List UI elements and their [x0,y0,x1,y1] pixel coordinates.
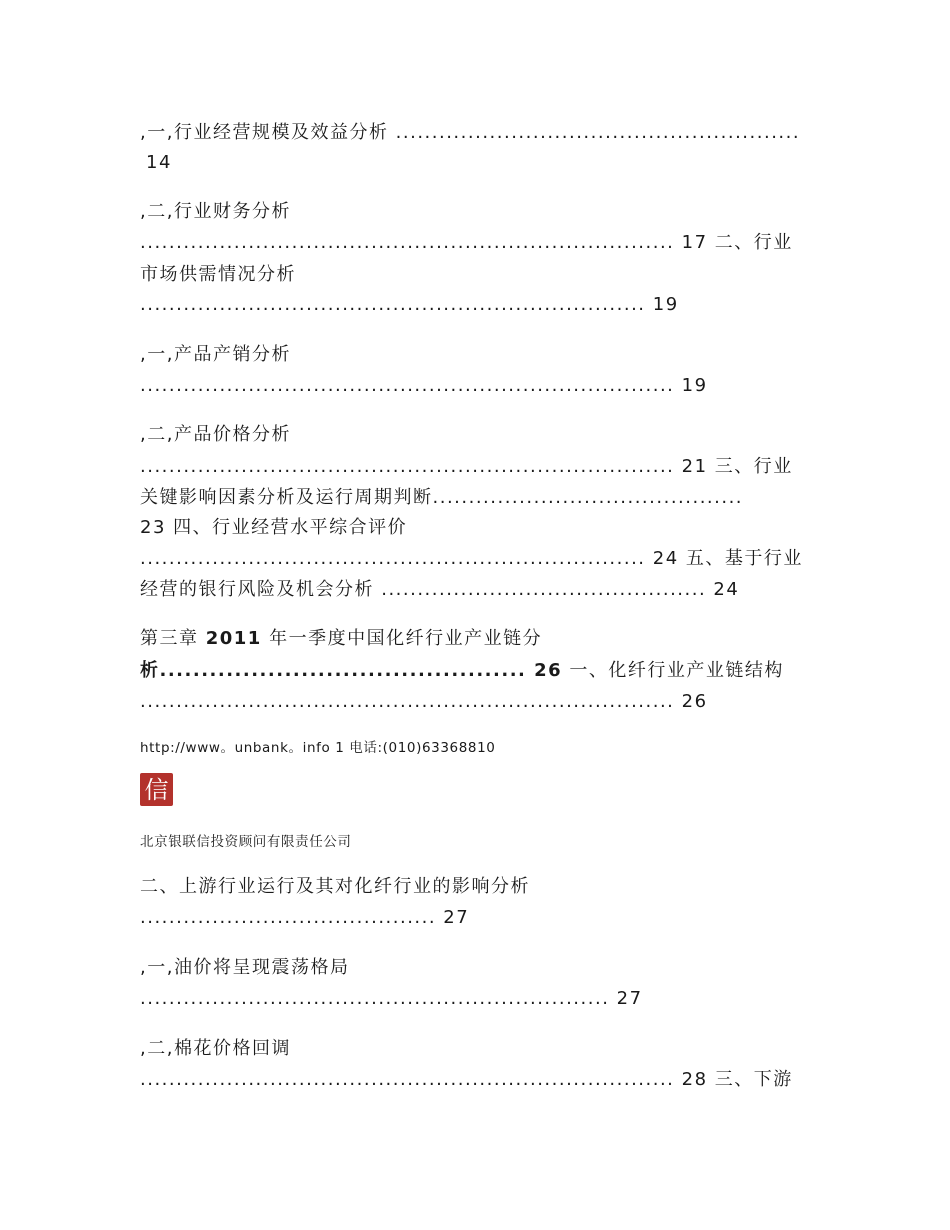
logo-glyph: 信 [144,776,169,804]
section-title: 一、化纤行业产业链结构 [562,660,784,681]
toc-line-7: ,一,产品产销分析 [140,344,291,365]
toc-line-8: .......................................................................... 19 [140,375,708,396]
chapter-heading: 第三章 2011 年一季度中国化纤行业产业链分 [140,628,543,649]
toc2-line-2: ......................................... 27 [140,907,470,928]
toc2-line-3: ,一,油价将呈现震荡格局 [140,957,350,978]
toc-line-14: 经营的银行风险及机会分析 ............................................. 24 [140,579,740,600]
toc-line-9: ,二,产品价格分析 [140,424,291,445]
toc2-line-1: 二、上游行业运行及其对化纤行业的影响分析 [140,876,530,897]
toc-line-13: ...................................................................... 24 五、基于行业 [140,548,803,569]
toc-line-11: 关键影响因素分析及运行周期判断........................................... [140,487,744,508]
toc-line-12: 23 四、行业经营水平综合评价 [140,517,408,538]
toc-line-17: .......................................................................... 26 [140,691,708,712]
toc-line-5: 市场供需情况分析 [140,264,296,285]
company-name: 北京银联信投资顾问有限责任公司 [140,834,352,850]
toc-line-3: ,二,行业财务分析 [140,201,291,222]
toc-line-1: ,一,行业经营规模及效益分析 ........................................................ [140,122,801,143]
footer-url-phone: http://www。unbank。info 1 电话:(010)63368810 [140,740,496,756]
toc-line-4: .......................................................................... 17 二、行业 [140,232,793,253]
toc-line-2: 14 [146,152,172,173]
toc2-line-6: .......................................................................... 28 三、下游 [140,1069,793,1090]
toc-line-10: .......................................................................... 21 三、行业 [140,456,793,477]
chapter-year: 2011 [205,628,262,649]
toc-line-6: ...................................................................... 19 [140,294,679,315]
toc2-line-4: ................................................................. 27 [140,988,643,1009]
toc-line-16 [140,659,784,683]
chapter-page-dots: 析............................................ 26 [140,660,563,681]
toc2-line-5: ,二,棉花价格回调 [140,1038,291,1059]
company-logo [140,773,173,806]
